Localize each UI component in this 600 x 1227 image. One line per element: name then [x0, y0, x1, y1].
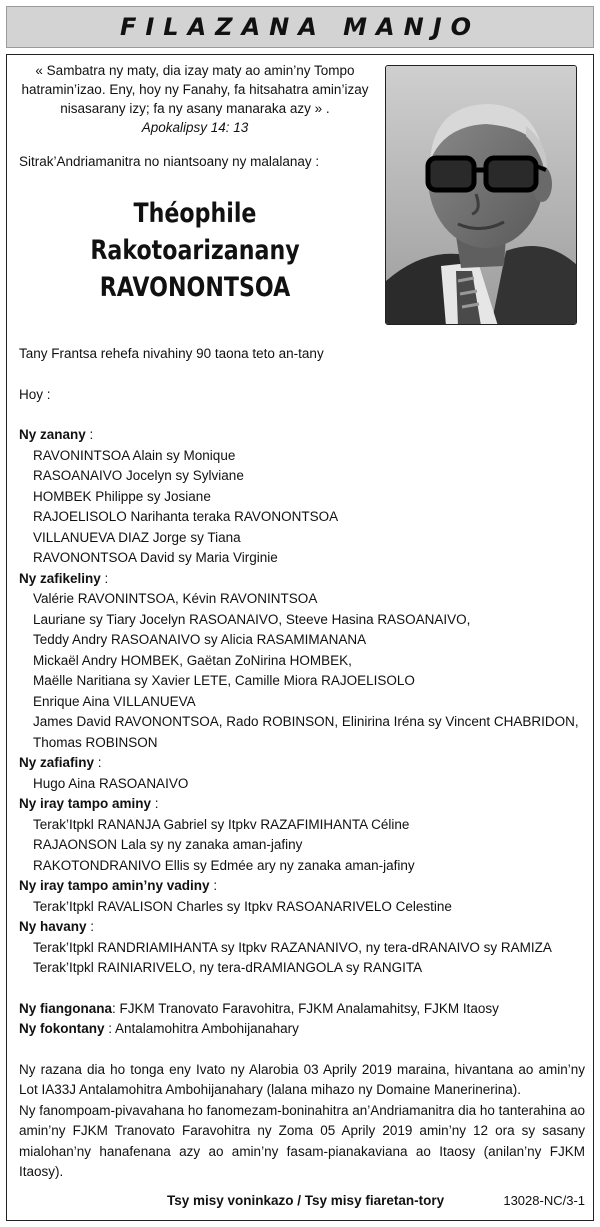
- section-heading: [19, 794, 585, 815]
- family-member-line: James David RAVONONTSOA, Rado ROBINSON, Elinirina Iréna sy Vincent CHABRIDON,: [33, 714, 579, 729]
- section-title: Ny iray tampo amin’ny vadiny: [19, 878, 210, 893]
- family-member-line: Terak’Itpkl RAVALISON Charles sy Itpkv RASOANARIVELO Celestine: [33, 898, 452, 914]
- section-colon: :: [209, 878, 218, 893]
- footer-note: Tsy misy voninkazo / Tsy misy fiaretan-tory: [167, 1193, 445, 1208]
- header-bar: [6, 6, 594, 48]
- hoy-label: Hoy :: [19, 386, 51, 402]
- district-line: [19, 1019, 585, 1040]
- family-member-line: Mickaël Andry HOMBEK, Gaëtan ZoNirina HOMBEK,: [33, 652, 352, 668]
- district-label: Ny fokontany: [19, 1021, 105, 1036]
- section-colon: :: [86, 919, 95, 934]
- family-member-line: Valérie RAVONINTSOA, Kévin RAVONINTSOA: [33, 591, 318, 606]
- family-member-line: Maëlle Naritiana sy Xavier LETE, Camille Miora RAJOELISOLO: [33, 673, 415, 688]
- section-colon: :: [151, 796, 159, 811]
- family-member-line: RAVONINTSOA Alain sy Monique: [33, 447, 236, 463]
- family-member-line: Thomas ROBINSON: [33, 734, 158, 750]
- portrait-photo: [385, 65, 577, 325]
- family-member-line: Hugo Aina RASOANAIVO: [33, 775, 189, 791]
- section-colon: :: [94, 755, 102, 770]
- family-member-line: Enrique Aina VILLANUEVA: [33, 693, 196, 709]
- family-member-line: HOMBEK Philippe sy Josiane: [33, 488, 211, 504]
- obituary-body: [19, 344, 585, 1183]
- section-heading: [19, 753, 585, 774]
- section-title: Ny iray tampo aminy: [19, 796, 152, 811]
- section-title: Ny zafiafiny: [19, 755, 95, 770]
- church-value: : FJKM Tranovato Faravohitra, FJKM Analamahitsy, FJKM Itaosy: [112, 1000, 499, 1016]
- section-heading: [19, 917, 585, 938]
- section-heading: [19, 876, 585, 897]
- church-label: Ny fiangonana: [19, 1000, 113, 1016]
- family-member-line: RAVONONTSOA David sy Maria Virginie: [33, 550, 278, 565]
- deceased-name: [51, 195, 340, 306]
- portrait-icon: [386, 66, 577, 325]
- age-text: Tany Frantsa rehefa nivahiny 90 taona teto an-tany: [19, 346, 324, 361]
- section-colon: :: [100, 570, 109, 586]
- family-member-line: RAJOELISOLO Narihanta teraka RAVONONTSOA: [33, 509, 339, 524]
- footer-code: 13028-NC/3-1: [503, 1193, 585, 1208]
- section-heading: [19, 569, 585, 590]
- deceased-middle-name: Rakotoarizanany: [90, 235, 300, 266]
- section-title: Ny zanany: [19, 427, 86, 442]
- obituary-panel: [6, 54, 594, 1221]
- deceased-first-name: Théophile: [133, 198, 257, 229]
- quote-reference: Apokalipsy 14: 13: [141, 120, 249, 135]
- family-member-line: RAJAONSON Lala sy ny zanaka aman-jafiny: [33, 837, 303, 852]
- church-line: [19, 999, 585, 1020]
- family-member-line: Terak’Itpkl RAINIARIVELO, ny tera-dRAMIANGOLA sy RANGITA: [33, 960, 423, 975]
- quote-text: « Sambatra ny maty, dia izay maty ao amin’ny Tompo hatramin’izao. Eny, hoy ny Fanahy, fa hitsahatra amin’izay nisasarany izy; fa ny asany manaraka azy » .: [21, 63, 369, 116]
- family-member-line: Teddy Andry RASOANAIVO sy Alicia RASAMIMANANA: [33, 632, 367, 647]
- family-member-line: RASOANAIVO Jocelyn sy Sylviane: [33, 468, 244, 483]
- service-paragraph: Ny fanompoam-pivavahana ho fanomezam-boninahitra an’Andriamanitra dia ho tanterahina ao amin’ny FJKM Tranovato Faravohitra ny Zoma 05 Aprily 2019 amin’ny 12 ora sy sasany mialohan’ny hanafenana azy ao amin’ny fasam-pianakaviana ao Itaosy (anilan’ny FJKM Itaosy).: [19, 1102, 585, 1179]
- bible-quote: [19, 61, 371, 137]
- family-sections: [19, 425, 585, 979]
- family-member-line: Terak’Itpkl RANANJA Gabriel sy Itpkv RAZAFIMIHANTA Céline: [33, 816, 410, 832]
- section-heading: [19, 425, 585, 446]
- section-title: Ny zafikeliny: [19, 570, 101, 586]
- family-member-line: Lauriane sy Tiary Jocelyn RASOANAIVO, Steeve Hasina RASOANAIVO,: [33, 611, 471, 627]
- family-member-line: VILLANUEVA DIAZ Jorge sy Tiana: [33, 529, 241, 545]
- section-title: Ny havany: [19, 919, 87, 934]
- deceased-last-name: RAVONONTSOA: [99, 272, 291, 303]
- district-value: : Antalamohitra Ambohijanahary: [104, 1021, 299, 1036]
- family-member-line: RAKOTONDRANIVO Ellis sy Edmée ary ny zanaka aman-jafiny: [33, 857, 415, 873]
- intro-text: Sitrak’Andriamanitra no niantsoany ny malalanay :: [19, 154, 320, 169]
- arrival-paragraph: Ny razana dia ho tonga eny Ivato ny Alarobia 03 Aprily 2019 maraina, hivantana ao amin’ny Lot IA33J Antalamohitra Ambohijanahary (lalana mihazo ny Domaine Manerinerina).: [19, 1061, 585, 1097]
- section-colon: :: [85, 427, 94, 442]
- page-title: FILAZANA MANJO: [119, 12, 481, 41]
- family-member-line: Terak’Itpkl RANDRIAMIHANTA sy Itpkv RAZANANIVO, ny tera-dRANAIVO sy RAMIZA: [33, 939, 552, 955]
